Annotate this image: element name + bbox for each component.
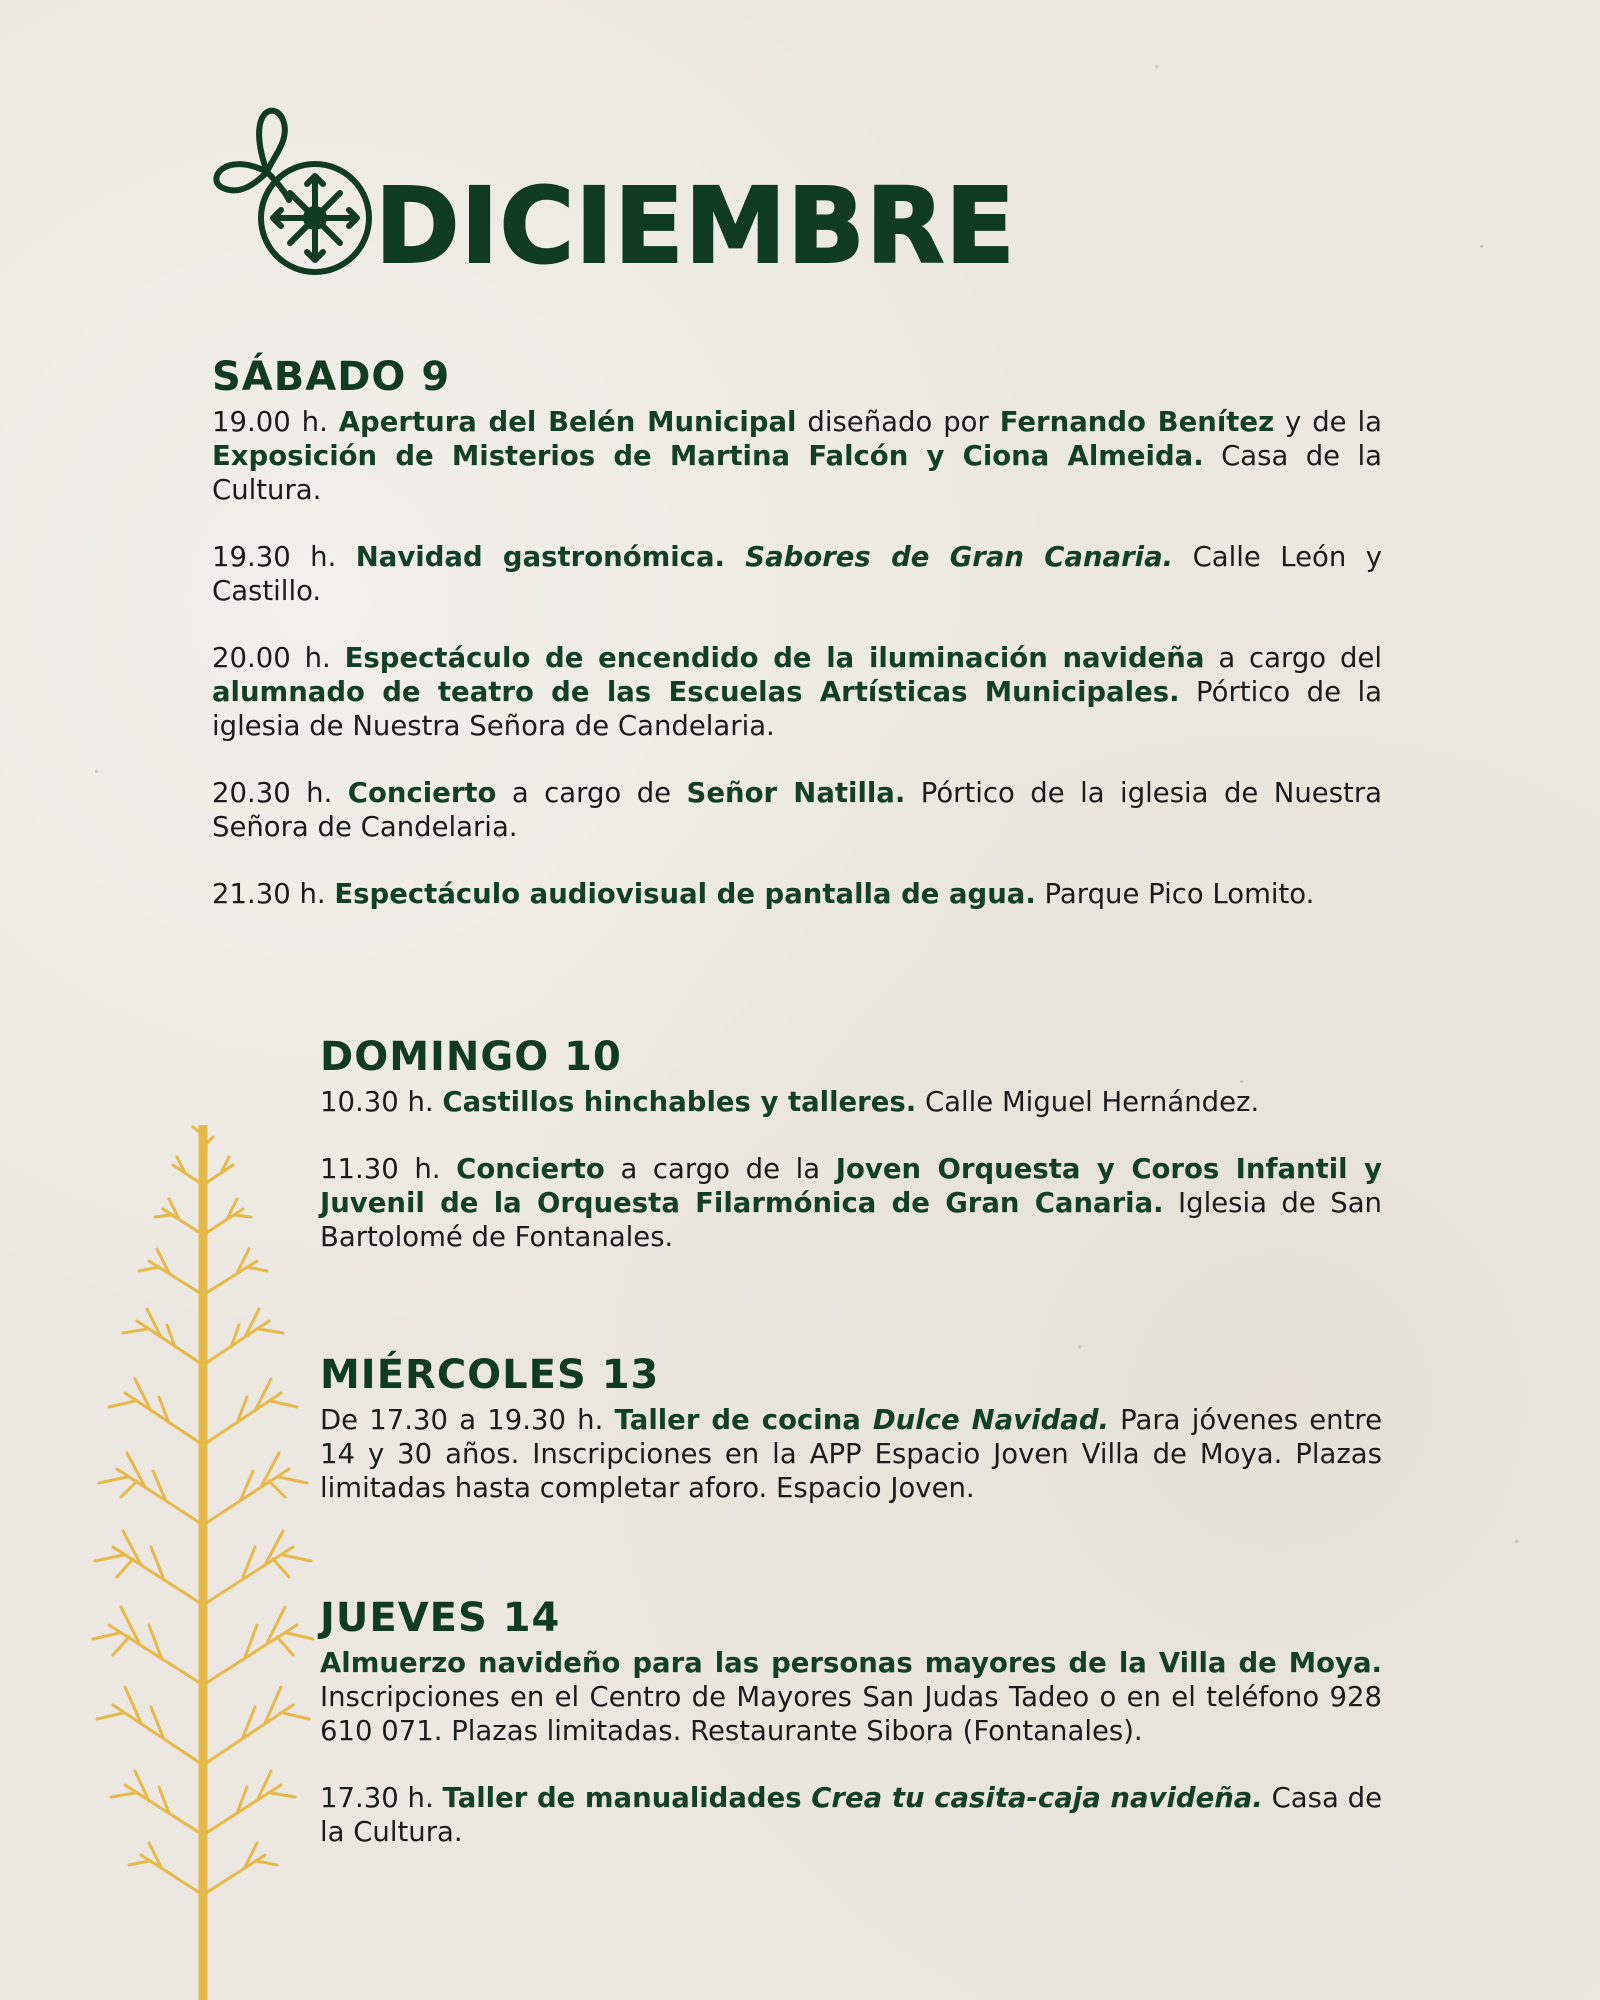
event-entry	[320, 1646, 1382, 1748]
tree-illustration	[85, 1125, 315, 2000]
event-time: 11.30 h.	[320, 1153, 457, 1185]
event-entry	[212, 776, 1382, 844]
day-section	[320, 1035, 1382, 1254]
event-performer: alumnado de teatro de las Escuelas Artísticas Municipales.	[212, 676, 1180, 708]
event-text: a cargo del	[1204, 642, 1382, 674]
event-venue: Pórtico de la iglesia de Nuestra Señora de Candelaria.	[212, 777, 1382, 843]
paper-speck	[1155, 65, 1158, 68]
event-title: Taller de manualidades	[442, 1782, 812, 1814]
christmas-ornament-icon	[205, 100, 385, 290]
event-subtitle: Sabores de Gran Canaria.	[745, 541, 1174, 573]
day-heading: SÁBADO 9	[212, 354, 451, 400]
paper-speck	[1480, 245, 1483, 248]
event-title: Taller de cocina	[614, 1404, 873, 1436]
event-entry	[320, 1403, 1382, 1505]
event-title: Concierto	[456, 1153, 605, 1185]
event-time: 20.00 h.	[212, 642, 345, 674]
event-time: 21.30 h.	[212, 878, 335, 910]
event-time: 19.30 h.	[212, 541, 356, 573]
paper-speck	[1078, 1345, 1081, 1348]
event-venue: Iglesia de San Bartolomé de Fontanales.	[320, 1187, 1382, 1253]
event-time: 20.30 h.	[212, 777, 348, 809]
event-title: Navidad gastronómica.	[355, 541, 746, 573]
paper-speck	[1515, 1540, 1518, 1543]
event-title: Espectáculo de encendido de la iluminación navideña	[344, 642, 1205, 674]
paper-speck	[95, 770, 98, 773]
event-title: Apertura del Belén Municipal	[338, 406, 797, 438]
event-time: De 17.30 a 19.30 h.	[320, 1404, 615, 1436]
event-entry	[320, 1781, 1382, 1849]
event-entry	[212, 405, 1382, 507]
event-entry	[320, 1152, 1382, 1254]
event-venue: Calle Miguel Hernández.	[916, 1086, 1260, 1118]
day-section	[320, 1596, 1382, 1849]
event-venue: Casa de la Cultura.	[212, 440, 1382, 506]
event-text: a cargo de la	[604, 1153, 836, 1185]
day-heading: MIÉRCOLES 13	[320, 1352, 660, 1398]
event-entry	[212, 877, 1382, 911]
day-section	[320, 1353, 1382, 1505]
event-venue: Calle León y Castillo.	[212, 541, 1383, 607]
event-title: Espectáculo audiovisual de pantalla de agua.	[334, 878, 1036, 910]
event-details: Para jóvenes entre 14 y 30 años. Inscripciones en la APP Espacio Joven Villa de Moya. Plazas limitadas hasta completar aforo. Espacio Joven.	[320, 1404, 1382, 1504]
event-entry	[212, 540, 1382, 608]
event-entry	[212, 641, 1382, 743]
event-text: y de la	[1274, 406, 1383, 438]
event-time: 19.00 h.	[212, 406, 339, 438]
event-subtitle: Dulce Navidad.	[872, 1404, 1109, 1436]
event-person: Fernando Benítez	[999, 406, 1275, 438]
event-text: a cargo de	[496, 777, 687, 809]
event-subtitle: Crea tu casita-caja navideña.	[811, 1782, 1263, 1814]
event-title: Castillos hinchables y talleres.	[442, 1086, 917, 1118]
event-text: diseñado por	[796, 406, 1000, 438]
day-heading: JUEVES 14	[320, 1595, 561, 1641]
day-section	[212, 355, 1382, 911]
event-performer: Joven Orquesta y Coros Infantil y Juvenil de la Orquesta Filarmónica de Gran Canaria.	[320, 1153, 1382, 1219]
day-heading: DOMINGO 10	[320, 1034, 622, 1080]
event-title: Concierto	[347, 777, 497, 809]
event-title: Almuerzo navideño para las personas mayores de la Villa de Moya.	[320, 1647, 1382, 1679]
page-header	[205, 100, 1016, 290]
event-venue: Parque Pico Lomito.	[1035, 878, 1315, 910]
event-performer: Señor Natilla.	[686, 777, 906, 809]
event-entry	[320, 1085, 1382, 1119]
event-time: 17.30 h.	[320, 1782, 443, 1814]
event-venue: Pórtico de la iglesia de Nuestra Señora de Candelaria.	[212, 676, 1382, 742]
event-details: Inscripciones en el Centro de Mayores San Judas Tadeo o en el teléfono 928 610 071. Plazas limitadas. Restaurante Sibora (Fontanales).	[320, 1681, 1382, 1747]
month-title: DICIEMBRE	[375, 165, 1016, 287]
event-title: Exposición de Misterios de Martina Falcón y Ciona Almeida.	[212, 440, 1204, 472]
event-time: 10.30 h.	[320, 1086, 443, 1118]
event-venue: Casa de la Cultura.	[320, 1782, 1382, 1848]
